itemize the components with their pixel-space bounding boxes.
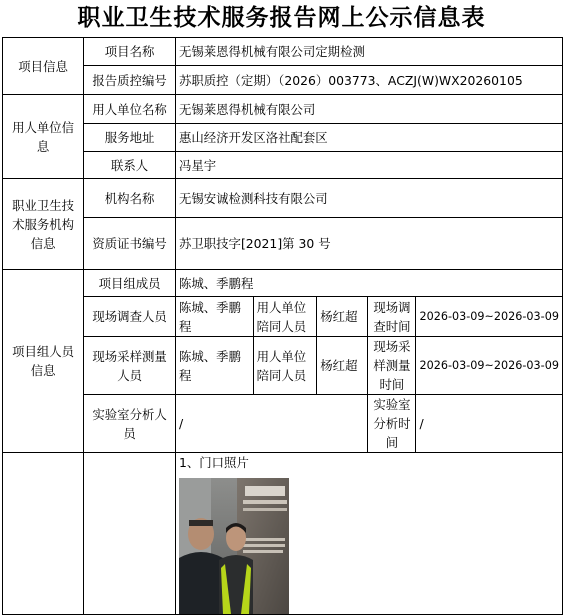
- sampling-escort-label: 用人单位陪同人员: [253, 337, 317, 395]
- cert-no-label: 资质证书编号: [84, 218, 176, 270]
- survey-time-value: 2026-03-09~2026-03-09: [416, 297, 563, 337]
- contact-label: 联系人: [84, 152, 176, 179]
- section-employer-info: 用人单位信息: [3, 95, 84, 179]
- cert-no-value: 苏卫职技字[2021]第 30 号: [176, 218, 563, 270]
- photo-row-empty-mid: [84, 453, 176, 615]
- contact-value: 冯星宇: [176, 152, 563, 179]
- sampling-escort-value: 杨红超: [317, 337, 368, 395]
- project-name-label: 项目名称: [84, 38, 176, 66]
- sampling-staff-label: 现场采样测量人员: [84, 337, 176, 395]
- section-project-info: 项目信息: [3, 38, 84, 95]
- survey-time-label: 现场调查时间: [368, 297, 416, 337]
- report-no-value: 苏职质控（定期）（2026）003773、ACZJ(W)WX20260105: [176, 66, 563, 95]
- info-table: [2, 37, 563, 615]
- sampling-time-label: 现场采样测量时间: [368, 337, 416, 395]
- page-title: 职业卫生技术服务报告网上公示信息表: [77, 4, 486, 31]
- agency-name-label: 机构名称: [84, 179, 176, 218]
- service-address-value: 惠山经济开发区洛社配套区: [176, 124, 563, 152]
- photo-row-empty-left: [3, 453, 84, 615]
- photo-caption: 1、门口照片: [179, 455, 249, 470]
- sampling-staff-value: 陈城、季鹏程: [176, 337, 254, 395]
- entrance-photo: [179, 478, 289, 614]
- lab-time-label: 实验室分析时间: [368, 395, 416, 453]
- lab-staff-label: 实验室分析人员: [84, 395, 176, 453]
- survey-escort-label: 用人单位陪同人员: [253, 297, 317, 337]
- survey-staff-value: 陈城、季鹏程: [176, 297, 254, 337]
- section-team-info: 项目组人员信息: [3, 270, 84, 453]
- section-agency-info: 职业卫生技术服务机构信息: [3, 179, 84, 270]
- survey-escort-value: 杨红超: [317, 297, 368, 337]
- agency-name-value: 无锡安诚检测科技有限公司: [176, 179, 563, 218]
- employer-name-label: 用人单位名称: [84, 95, 176, 124]
- sampling-time-value: 2026-03-09~2026-03-09: [416, 337, 563, 395]
- report-no-label: 报告质控编号: [84, 66, 176, 95]
- lab-time-value: /: [416, 395, 563, 453]
- photo-cell: [176, 453, 563, 615]
- survey-staff-label: 现场调查人员: [84, 297, 176, 337]
- team-members-label: 项目组成员: [84, 270, 176, 297]
- employer-name-value: 无锡莱恩得机械有限公司: [176, 95, 563, 124]
- project-name-value: 无锡莱恩得机械有限公司定期检测: [176, 38, 563, 66]
- team-members-value: 陈城、季鹏程: [176, 270, 563, 297]
- lab-staff-value: /: [176, 395, 368, 453]
- service-address-label: 服务地址: [84, 124, 176, 152]
